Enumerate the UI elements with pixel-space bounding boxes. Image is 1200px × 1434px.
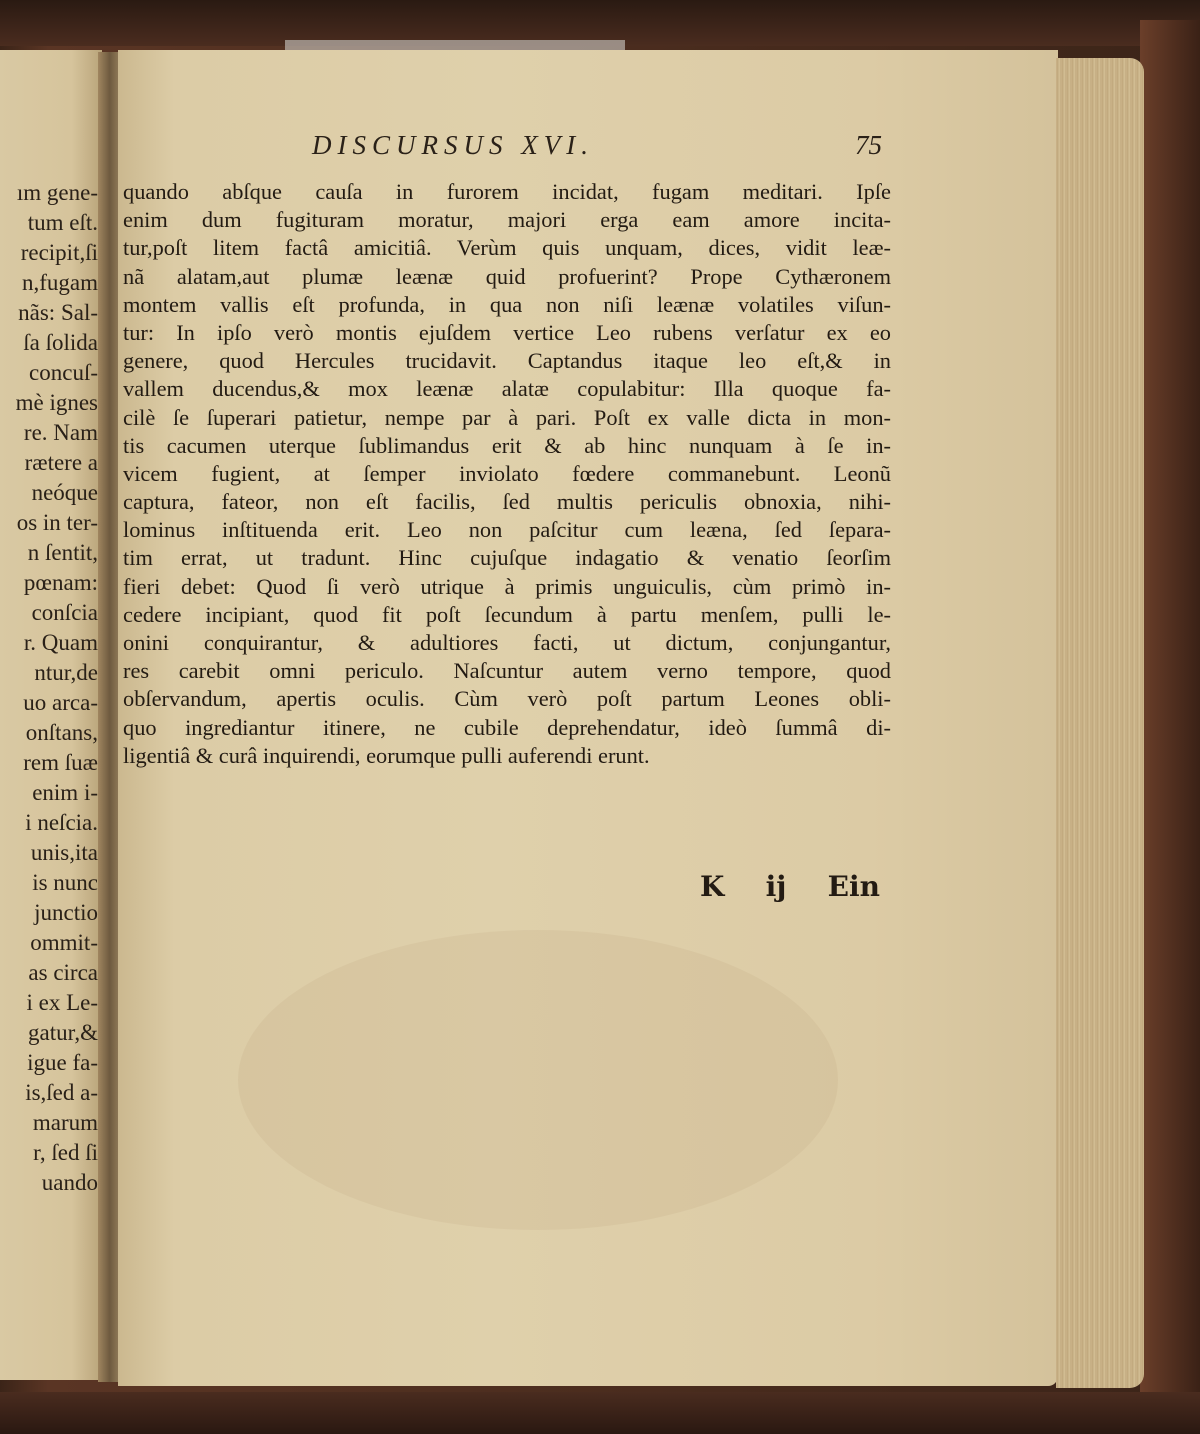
text-line: tim errat, ut tradunt. Hinc cujuſque indagatio & venatio ſeorſim: [123, 545, 891, 571]
body-text: [123, 178, 891, 770]
left-page-line: r. Quam: [23, 630, 98, 655]
left-page-line: ntur,de: [34, 660, 98, 685]
left-page-line: enim i-: [32, 780, 98, 805]
left-page-line: uo arca-: [23, 690, 98, 715]
text-line: vallem ducendus,& mox leænæ alatæ copulabitur: Illa quoque fa-: [123, 376, 891, 402]
left-page-line: uando: [41, 1170, 98, 1195]
left-page-line: pœnam:: [23, 570, 98, 595]
left-page-line: ım gene-: [16, 180, 98, 205]
left-page-line: r, ſed ſi: [33, 1140, 98, 1165]
left-page-line: junctio: [34, 900, 98, 925]
text-line: res carebit omni periculo. Naſcuntur autem verno tempore, quod: [123, 658, 891, 684]
text-line: genere, quod Hercules trucidavit. Captandus itaque leo eſt,& in: [123, 348, 891, 374]
left-page-line: rem ſuæ: [23, 750, 98, 775]
text-line: nã alatam,aut plumæ leænæ quid profuerint? Prope Cythæronem: [123, 263, 891, 289]
left-page-line: as circa: [28, 960, 98, 985]
text-line: tur: In ipſo verò montis ejuſdem vertice Leo rubens verſatur ex eo: [123, 319, 891, 345]
left-page-line: nãs: Sal-: [18, 300, 98, 325]
text-line: captura, fateor, non eſt facilis, ſed multis periculis obnoxia, nihi-: [123, 489, 891, 515]
left-page-line: marum: [32, 1110, 98, 1135]
text-line: enim dum fugituram moratur, majori erga eam amore incita-: [123, 207, 891, 233]
text-line: quando abſque cauſa in furorem incidat, fugam meditari. Ipſe: [123, 179, 891, 204]
left-page-line: rætere a: [24, 450, 98, 475]
text-line: obſervandum, apertis oculis. Cùm verò poſt partum Leones obli-: [123, 686, 891, 712]
left-page-line: is,ſed a-: [25, 1080, 98, 1105]
left-page-line: neóque: [31, 480, 98, 505]
text-line: tur,poſt litem factâ amicitiâ. Verùm quis unquam, dices, vidit leæ-: [123, 235, 891, 261]
left-page-line: igue fa-: [27, 1050, 98, 1075]
text-line: lominus inſtituenda erit. Leo non paſcitur cum leæna, ſed ſepara-: [123, 517, 891, 543]
left-page-line: i ex Le-: [26, 990, 98, 1015]
page-fore-edge: [1056, 58, 1144, 1388]
left-page-line: is nunc: [32, 870, 98, 895]
left-page-line: concuſ-: [29, 360, 98, 385]
running-head: DISCURSUS XVI.: [312, 130, 594, 160]
left-page-line: re. Nam: [23, 420, 98, 445]
left-page-line: conſcia: [31, 600, 98, 625]
text-line: cilè ſe ſuperari patietur, nempe par à pari. Poſt ex valle dicta in mon-: [123, 404, 891, 430]
text-line: montem vallis eſt profunda, in qua non niſi leænæ volatiles viſun-: [123, 291, 891, 317]
left-page-line: gatur,&: [28, 1020, 98, 1045]
left-page: [0, 50, 102, 1380]
left-page-text: [0, 178, 98, 1198]
left-page-line: unis,ita: [30, 840, 98, 865]
page-number: 75: [855, 130, 882, 160]
left-page-line: recipit,ſi: [20, 240, 98, 265]
text-line: fieri debet: Quod ſi verò utrique à primis unguiculis, cùm primò in-: [123, 573, 891, 599]
text-line: vicem fugient, at ſemper inviolato fœdere commanebunt. Leonũ: [123, 460, 891, 486]
text-line: ligentiâ & curâ inquirendi, eorumque pulli auferendi erunt.: [123, 742, 650, 768]
left-page-line: n ſentit,: [27, 540, 98, 565]
text-line: quo ingrediantur itinere, ne cubile deprehendatur, ideò ſummâ di-: [123, 714, 891, 740]
catchwords: [700, 870, 880, 903]
left-page-line: onſtans,: [25, 720, 98, 745]
left-page-line: ommit-: [30, 930, 98, 955]
book-cover-bottom: [0, 1392, 1200, 1434]
bleed-through: [238, 930, 838, 1230]
text-line: onini conquirantur, & adultiores facti, ut dictum, conjungantur,: [123, 630, 891, 655]
signature-mark: K: [700, 870, 725, 903]
text-line: tis cacumen uterque ſublimandus erit & ab hinc nunquam à ſe in-: [123, 432, 891, 458]
signature-number: ij: [765, 870, 787, 903]
catchword: Ein: [827, 870, 880, 903]
left-page-line: os in ter-: [16, 510, 98, 535]
left-page-line: tum eſt.: [27, 210, 98, 235]
book-cover-edge: [1140, 20, 1200, 1434]
left-page-line: n,fugam: [21, 270, 98, 295]
left-page-line: i neſcia.: [25, 810, 98, 835]
text-line: cedere incipiant, quod fit poſt ſecundum à partu menſem, pulli le-: [123, 601, 891, 627]
left-page-line: ſa ſolida: [23, 330, 98, 355]
left-page-line: mè ignes: [15, 390, 98, 415]
